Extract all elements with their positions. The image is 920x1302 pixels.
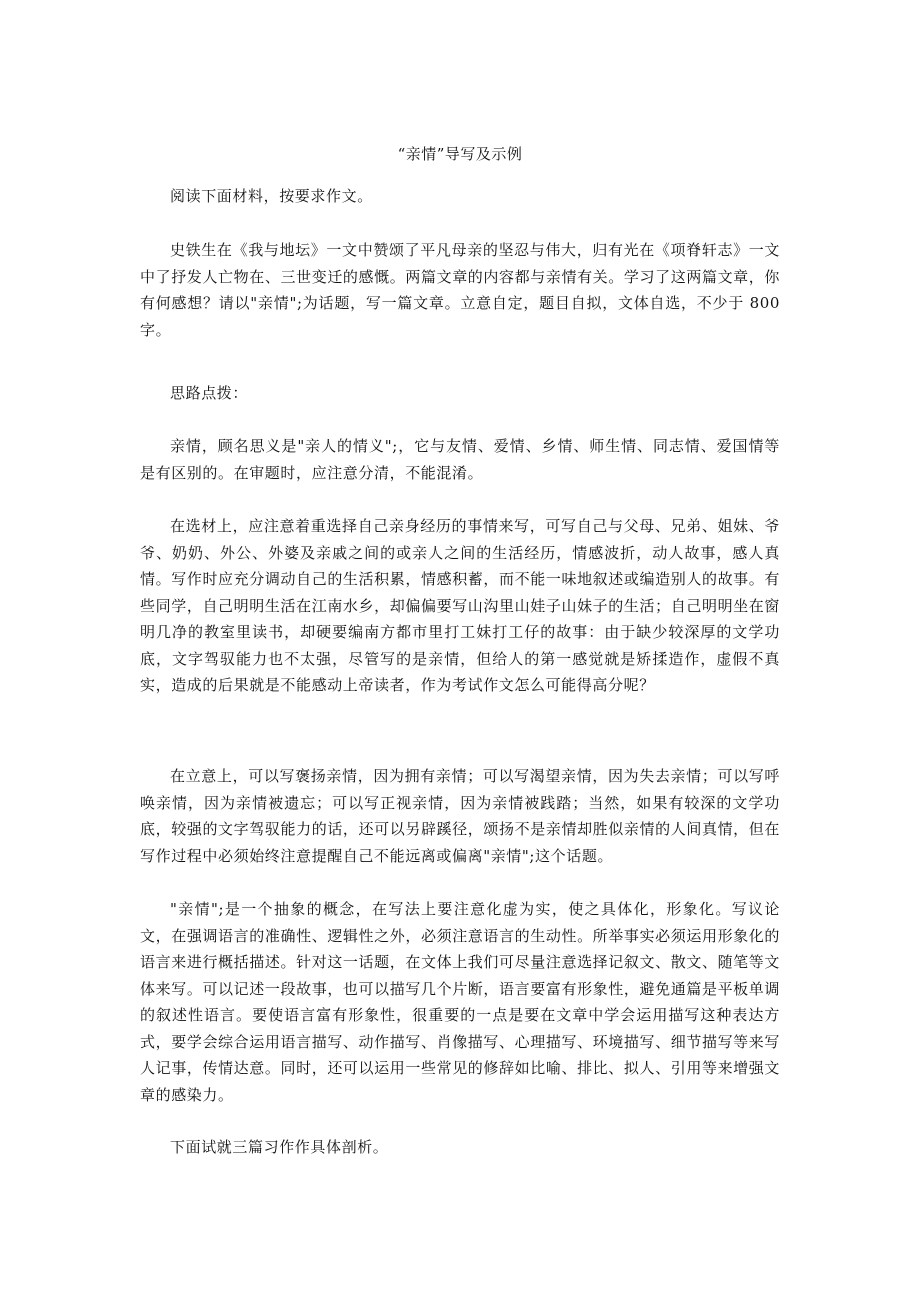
paragraph-material: 史铁生在《我与地坛》一文中赞颂了平凡母亲的坚忍与伟大，归有光在《项脊轩志》一文中了抒发人亡物在、三世变迁的感慨。两篇文章的内容都与亲情有关。学习了这两篇文章，你有何感想？请以"亲情";为话题，写一篇文章。立意自定，题目自拟，文体自选，不少于 800 字。 bbox=[140, 241, 780, 339]
paragraph-hint-heading: 思路点拨： bbox=[170, 384, 249, 402]
paragraph-instruction: 阅读下面材料，按要求作文。 bbox=[170, 187, 373, 205]
paragraph-closing: 下面试就三篇习作作具体剖析。 bbox=[170, 1138, 389, 1156]
paragraph-material-selection: 在选材上，应注意着重选择自己亲身经历的事情来写，可写自己与父母、兄弟、姐妹、爷爷、奶奶、外公、外婆及亲戚之间的或亲人之间的生活经历，情感波折，动人故事，感人真情。写作时应充分调动自己的生活积累，情感积蓄，而不能一味地叙述或编造别人的故事。有些同学，自己明明生活在江南水乡，却偏偏要写山沟里山娃子山妹子的生活；自己明明坐在窗明几净的教室里读书，却硬要编南方都市里打工妹打工仔的故事：由于缺少较深厚的文学功底，文字驾驭能力也不太强，尽管写的是亲情，但给人的第一感觉就是矫揉造作，虚假不真实，造成的后果就是不能感动上帝读者，作为考试作文怎么可能得高分呢？ bbox=[140, 517, 780, 694]
document-title: “亲情”导写及示例 bbox=[397, 145, 523, 163]
paragraph-theme: 在立意上，可以写褒扬亲情，因为拥有亲情；可以写渴望亲情，因为失去亲情；可以写呼唤亲情，因为亲情被遗忘；可以写正视亲情，因为亲情被践踏；当然，如果有较深的文学功底，较强的文字驾驭能力的话，还可以另辟蹊径，颂扬不是亲情却胜似亲情的人间真情，但在写作过程中必须始终注意提醒自己不能远离或偏离"亲情";这个话题。 bbox=[140, 767, 780, 865]
paragraph-definition: 亲情，顾名思义是"亲人的情义";，它与友情、爱情、乡情、师生情、同志情、爱国情等是有区别的。在审题时，应注意分清，不能混淆。 bbox=[140, 437, 780, 482]
paragraph-writing-method: "亲情";是一个抽象的概念，在写法上要注意化虚为实，使之具体化，形象化。写议论文，在强调语言的准确性、逻辑性之外，必须注意语言的生动性。所举事实必须运用形象化的语言来进行概括描述。针对这一话题，在文体上我们可尽量注意选择记叙文、散文、随笔等文体来写。可以记述一段故事，也可以描写几个片断，语言要富有形象性，避免通篇是平板单调的叙述性语言。要使语言富有形象性，很重要的一点是要在文章中学会运用描写这种表达方式，要学会综合运用语言描写、动作描写、肖像描写、心理描写、环境描写、细节描写等来写人记事，传情达意。同时，还可以运用一些常见的修辞如比喻、排比、拟人、引用等来增强文章的感染力。 bbox=[140, 900, 780, 1104]
